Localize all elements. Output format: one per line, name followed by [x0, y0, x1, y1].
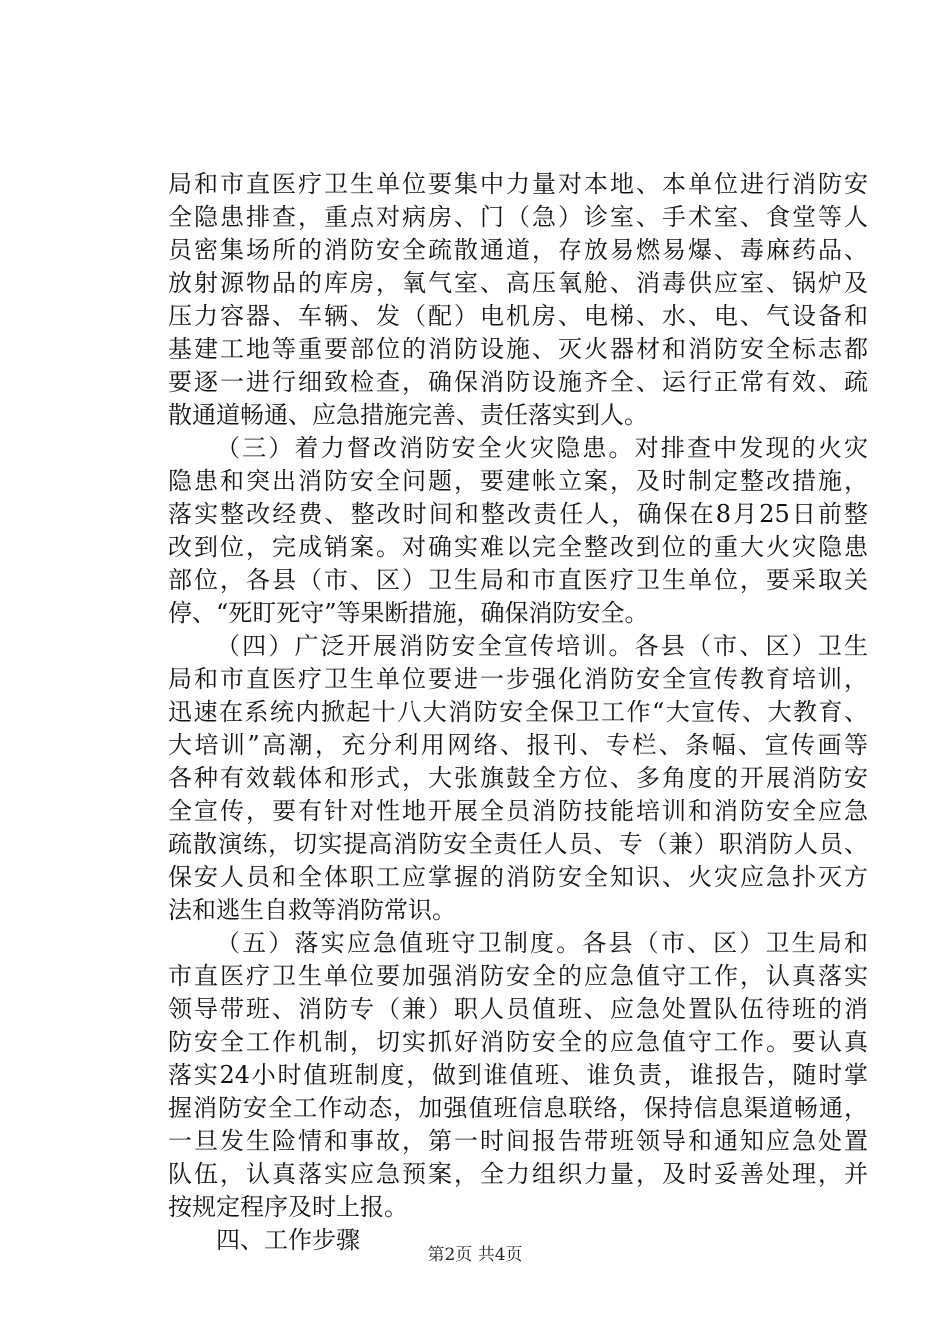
- text-line: 局和市直医疗卫生单位要进一步强化消防安全宣传教育培训，: [168, 665, 868, 693]
- section-heading-line: （五）落实应急值班守卫制度。各县（市、区）卫生局和: [216, 929, 868, 957]
- text-line: 全宣传，要有针对性地开展全员消防技能培训和消防安全应急: [168, 797, 868, 825]
- text-line: 握消防安全工作动态，加强值班信息联络，保持信息渠道畅通，: [168, 1094, 868, 1122]
- text-line: 保安人员和全体职工应掌握的消防安全知识、火灾应急扑灭方: [168, 863, 868, 891]
- text-line: 疏散演练，切实提高消防安全责任人员、专（兼）职消防人员、: [168, 830, 868, 858]
- text-line: 停、“死盯死守”等果断措施，确保消防安全。: [168, 599, 649, 627]
- text-line: 落实整改经费、整改时间和整改责任人，确保在8月25日前整: [168, 500, 868, 528]
- text-line: 压力容器、车辆、发（配）电机房、电梯、水、电、气设备和: [168, 302, 868, 330]
- text-line: 各种有效载体和形式，大张旗鼓全方位、多角度的开展消防安: [168, 764, 868, 792]
- text-line: 按规定程序及时上报。: [168, 1193, 408, 1221]
- text-line: 一旦发生险情和事故，第一时间报告带班领导和通知应急处置: [168, 1127, 868, 1155]
- text-line: 部位，各县（市、区）卫生局和市直医疗卫生单位，要采取关: [168, 566, 868, 594]
- text-line: 队伍，认真落实应急预案，全力组织力量，及时妥善处理，并: [168, 1160, 868, 1188]
- section-heading-line: （四）广泛开展消防安全宣传培训。各县（市、区）卫生: [216, 632, 868, 660]
- text-line: 员密集场所的消防安全疏散通道，存放易燃易爆、毒麻药品、: [168, 236, 868, 264]
- text-line: 局和市直医疗卫生单位要集中力量对本地、本单位进行消防安: [168, 170, 868, 198]
- text-line: 放射源物品的库房，氧气室、高压氧舱、消毒供应室、锅炉及: [168, 269, 868, 297]
- text-line: 隐患和突出消防安全问题，要建帐立案，及时制定整改措施，: [168, 467, 868, 495]
- text-line: 基建工地等重要部位的消防设施、灭火器材和消防安全标志都: [168, 335, 868, 363]
- text-line: 法和逃生自救等消防常识。: [168, 896, 456, 924]
- text-line: 大培训”高潮，充分利用网络、报刊、专栏、条幅、宣传画等: [168, 731, 868, 759]
- document-body: [168, 168, 868, 1257]
- text-line: 防安全工作机制，切实抓好消防安全的应急值守工作。要认真: [168, 1028, 868, 1056]
- text-line: 领导带班、消防专（兼）职人员值班、应急处置队伍待班的消: [168, 995, 868, 1023]
- section-title: 四、工作步骤: [216, 1226, 360, 1254]
- page-number: 第2页 共4页: [427, 1245, 523, 1265]
- text-line: 市直医疗卫生单位要加强消防安全的应急值守工作，认真落实: [168, 962, 868, 990]
- section-heading-line: （三）着力督改消防安全火灾隐患。对排查中发现的火灾: [216, 434, 868, 462]
- text-line: 落实24小时值班制度，做到谁值班、谁负责，谁报告，随时掌: [168, 1061, 868, 1089]
- text-line: 迅速在系统内掀起十八大消防安全保卫工作“大宣传、大教育、: [168, 698, 868, 726]
- text-line: 散通道畅通、应急措施完善、责任落实到人。: [168, 401, 648, 429]
- text-line: 改到位，完成销案。对确实难以完全整改到位的重大火灾隐患: [168, 533, 868, 561]
- text-line: 全隐患排查，重点对病房、门（急）诊室、手术室、食堂等人: [168, 203, 868, 231]
- page-footer: [0, 1244, 950, 1266]
- text-line: 要逐一进行细致检查，确保消防设施齐全、运行正常有效、疏: [168, 368, 868, 396]
